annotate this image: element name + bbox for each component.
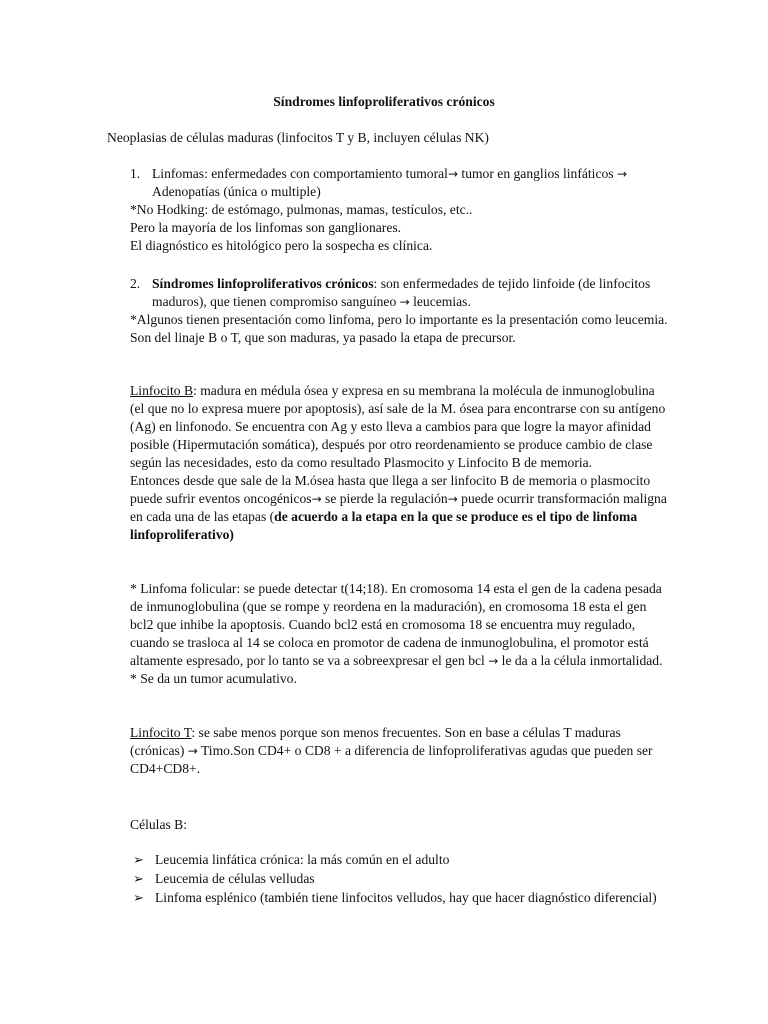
folicular-text xyxy=(130,580,670,688)
note-line: Pero la mayoría de los linfomas son ganglionares. xyxy=(130,220,402,235)
numbered-item-1 xyxy=(130,165,670,201)
section-sindromes xyxy=(130,275,670,347)
linfocito-b-text-2 xyxy=(130,472,670,544)
list-item-text: Leucemia de células velludas xyxy=(155,871,315,886)
list-item-text: Linfoma esplénico (también tiene linfocitos velludos, hay que hacer diagnóstico diferencial) xyxy=(155,890,657,905)
note-line: Son del linaje B o T, que son maduras, ya pasado la etapa de precursor. xyxy=(130,330,516,345)
arrowhead-bullet-icon: ➢ xyxy=(133,852,144,867)
paragraph-text: * Linfoma folicular: se puede detectar t(14;18). En cromosoma 14 esta el gen de la cadena pesada de inmunoglobulina (que se rompe y reordena en la maduración), en cromosoma 18 esta el gen bcl2 que inhibe la apoptosis. Cuando bcl2 está en cromosoma 18 se encuentra muy regulado, cuando se trasloca al 14 se coloca en promotor de cadena de inmunoglobulina, el promotor está altamente espresado, por lo tanto se va a sobreexpresar el gen bcl xyxy=(130,581,662,668)
paragraph-text: Entonces desde que sale de la M.ósea hasta que llega a ser linfocito B de memoria o plasmocito puede sufrir eventos oncogénicos xyxy=(130,473,651,506)
arrow-icon: → xyxy=(447,167,459,181)
section-linfomas xyxy=(130,165,670,255)
celulas-b-list xyxy=(131,851,671,908)
intro-paragraph xyxy=(107,129,687,147)
list-item xyxy=(131,851,671,869)
linfocito-b-text xyxy=(130,382,670,472)
celulas-b-heading: Células B: xyxy=(130,817,188,832)
arrow-icon: → xyxy=(488,654,499,668)
linfocito-t-label: Linfocito T xyxy=(130,725,192,740)
list-item xyxy=(131,870,671,888)
note-line: *No Hodking: de estómago, pulmonas, mamas, testículos, etc.. xyxy=(130,202,473,217)
section-celulas-b xyxy=(130,816,670,834)
item-text: Linfomas: enfermedades con comportamiento tumoral xyxy=(152,166,448,181)
item-text: tumor en ganglios linfáticos xyxy=(458,166,617,181)
item-number: 2. xyxy=(130,276,141,291)
document-title: Síndromes linfoproliferativos crónicos xyxy=(273,94,495,109)
arrow-icon: → xyxy=(616,167,628,181)
paragraph-text: : se sabe menos porque son menos frecuentes. Son en base a células T maduras (crónicas) xyxy=(130,725,621,758)
item-text: leucemias. xyxy=(409,294,471,309)
paragraph-text: Timo.Son CD4+ o CD8 + a diferencia de linfoproliferativas agudas que pueden ser CD4+CD8+. xyxy=(130,743,653,776)
arrow-icon: → xyxy=(187,744,198,758)
arrow-icon: → xyxy=(399,295,410,309)
list-item-text: Leucemia linfática crónica: la más común en el adulto xyxy=(155,852,450,867)
linfocito-t-text xyxy=(130,724,670,778)
paragraph-linfocito-b xyxy=(130,382,670,544)
paragraph-linfocito-t xyxy=(130,724,670,778)
intro-text: Neoplasias de células maduras (linfocitos T y B, incluyen células NK) xyxy=(107,130,489,145)
numbered-item-2 xyxy=(130,275,670,311)
paragraph-linfoma-folicular xyxy=(130,580,670,688)
paragraph-text: puede ocurrir transformación maligna en cada una de las etapas ( xyxy=(130,491,667,524)
arrow-icon: → xyxy=(447,492,458,506)
item-heading: Síndromes linfoproliferativos crónicos xyxy=(152,276,374,291)
paragraph-bold-text: de acuerdo a la etapa en la que se produce es el tipo de linfoma linfoproliferativo) xyxy=(130,509,638,542)
paragraph-text: le da a la célula inmortalidad. * Se da un tumor acumulativo. xyxy=(130,653,663,686)
item-text: Adenopatías (única o multiple) xyxy=(152,184,321,199)
note-line: *Algunos tienen presentación como linfoma, pero lo importante es la presentación como leucemia. xyxy=(130,312,668,327)
linfocito-b-label: Linfocito B xyxy=(130,383,194,398)
arrow-icon: → xyxy=(311,492,322,506)
paragraph-text: : madura en médula ósea y expresa en su membrana la molécula de inmunoglobulina (el que no lo expresa muere por apoptosis), así sale de la M. ósea para encontrarse con su antígeno (Ag) en linfonodo. Se encuentra con Ag y esto lleva a cambios para que logre la mayor afinidad posible (Hipermutación somática), después por otro reordenamiento se produce cambio de clase según las necesidades, esto da como resultado Plasmocito y Linfocito B de memoria. xyxy=(130,383,666,470)
note-line: El diagnóstico es hitológico pero la sospecha es clínica. xyxy=(130,238,433,253)
arrowhead-bullet-icon: ➢ xyxy=(133,890,144,905)
list-item xyxy=(131,889,671,907)
item-text: : son enfermedades de tejido linfoide (de linfocitos maduros), que tienen compromiso sanguíneo xyxy=(152,276,651,309)
item-number: 1. xyxy=(130,166,141,181)
paragraph-text: se pierde la regulación xyxy=(321,491,448,506)
arrowhead-bullet-icon: ➢ xyxy=(133,871,144,886)
